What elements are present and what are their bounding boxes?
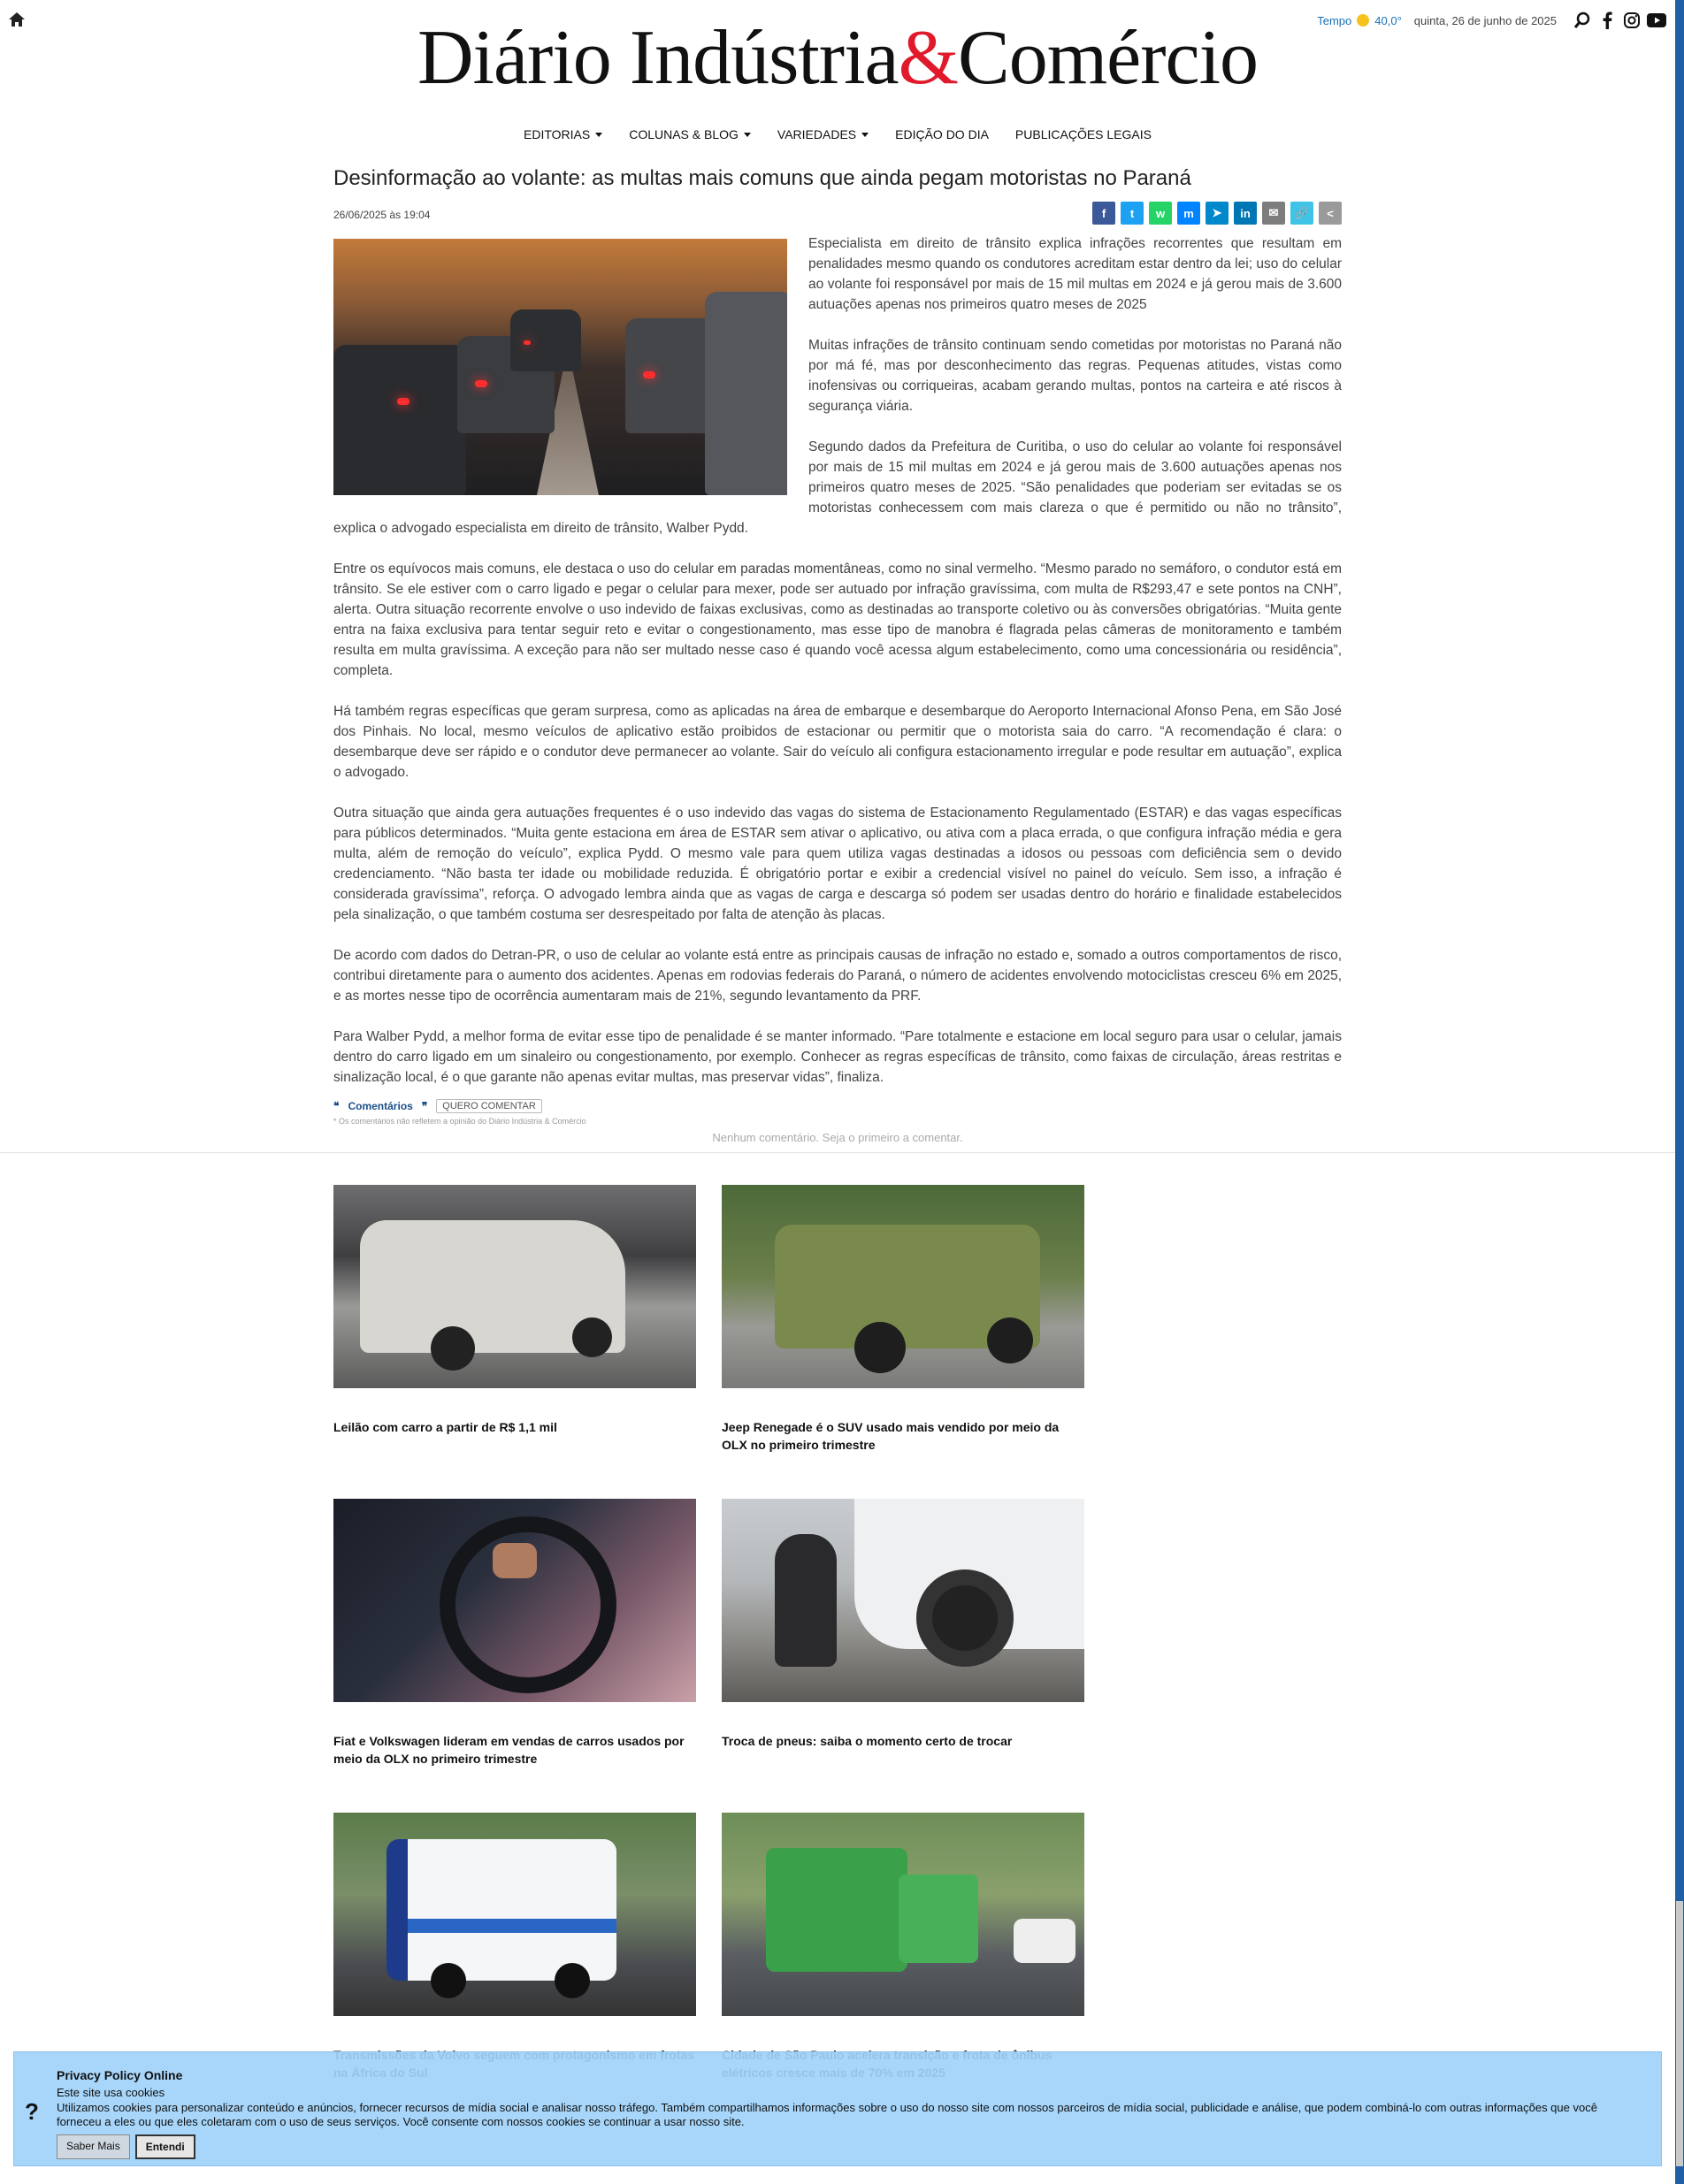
thumb-hand [493,1543,537,1578]
copy-link-share-icon[interactable]: 🔗 [1290,202,1313,225]
comments-disclaimer: * Os comentários não refletem a opinião do Diário Indústria & Comércio [333,1117,586,1126]
masthead-ampersand: & [898,15,959,101]
nav-label: EDIÇÃO DO DIA [895,127,989,141]
related-thumbnail[interactable] [333,1813,696,2016]
question-icon: ? [25,2098,39,2125]
related-thumbnail[interactable] [722,1185,1084,1388]
quote-close-icon: ❞ [421,1100,428,1112]
comments-header [333,1099,1342,1113]
masthead-text-2: Comércio [958,15,1259,101]
nav-edicao-do-dia[interactable] [895,127,989,141]
thumb-bus-body [387,1839,616,1981]
current-date: quinta, 26 de junho de 2025 [1413,13,1557,27]
nav-publicacoes-legais[interactable] [1015,127,1152,141]
share-share-icon[interactable]: < [1319,202,1342,225]
linkedin-share-icon[interactable]: in [1234,202,1257,225]
cookie-title: Privacy Policy Online [57,2068,183,2082]
nav-editorias[interactable] [524,127,602,141]
image-taillight [397,398,410,405]
scrollbar-thumb[interactable] [1676,1901,1683,2166]
accept-cookies-button[interactable]: Entendi [135,2134,195,2159]
nav-label: VARIEDADES [777,127,857,141]
thumb-bus-body [899,1875,978,1963]
thumb-person [775,1534,837,1667]
comments-label: Comentários [348,1100,413,1112]
article-paragraph: Muitas infrações de trânsito continuam sendo cometidas por motoristas no Paraná não por má fé, mas por desconhecimento das regras. Pequenas atitudes, vistas como inofensivas ou corriqueiras, acabam gerando multas, pontos na carteira e até riscos à segurança viária. [808,338,1342,414]
nav-label: EDITORIAS [524,127,591,141]
related-title[interactable]: Jeep Renegade é o SUV usado mais vendido por meio da OLX no primeiro trimestre [722,1420,1060,1452]
related-thumbnail[interactable] [333,1499,696,1702]
cookie-content [57,2068,1640,2159]
related-card[interactable] [333,1499,696,1768]
page-scrollbar[interactable] [1675,0,1684,2184]
youtube-icon[interactable] [1647,11,1666,30]
image-taillight [475,380,487,387]
cookie-body: Utilizamos cookies para personalizar conteúdo e anúncios, fornecer recursos de mídia social e analisar nosso tráfego. Também compartilhamos informações sobre o uso do nosso site com nossos parceiros de mídia social, publicidade e análise, que podem combiná-lo com outras informações que você forneceu a eles ou que eles coletaram com o uso de seus serviços. Você consente com nossos cookies se continuar a usar nosso site. [57,2101,1597,2128]
search-icon[interactable] [1573,11,1592,30]
no-comments-message: Nenhum comentário. Seja o primeiro a comentar. [712,1131,963,1144]
publish-date: 26/06/2025 às 19:04 [333,209,431,221]
header-utilities [1317,11,1666,30]
related-title[interactable]: Fiat e Volkswagen lideram em vendas de carros usados por meio da OLX no primeiro trimestre [333,1734,685,1766]
article-paragraph: Entre os equívocos mais comuns, ele destaca o uso do celular em paradas momentâneas, como no sinal vermelho. “Mesmo parado no semáforo, o condutor está em trânsito. Se ele estiver com o carro ligado e pegar o celular para mexer, pode ser autuado por infração gravíssima, com multa de R$293,47 e sete pontos na CNH”, alerta. Outra situação recorrente envolve o uso indevido de faixas exclusivas, como as destinadas ao transporte coletivo ou às conversões obrigatórias. “Muita gente entra na faixa exclusiva para tentar seguir reto e evitar o congestionamento, mas esse tipo de manobra é flagrada pelas câmeras de monitoramento e também resulta em multa gravíssima. A exceção para não ser multado nesse caso é quando você acessa algum estabelecimento, como uma concessionária ou residência”, completa. [333,561,1342,678]
share-bar [1092,202,1342,225]
thumb-car-body [1014,1919,1075,1963]
nav-label: PUBLICAÇÕES LEGAIS [1014,127,1152,141]
quote-open-icon: ❝ [333,1100,340,1112]
learn-more-button[interactable]: Saber Mais [57,2134,130,2159]
thumb-bus-stripe [408,1919,616,1933]
masthead-text-1: Diário Indústria [417,15,899,101]
thumb-wheel [916,1569,1014,1667]
related-card[interactable] [722,1813,1084,2081]
messenger-share-icon[interactable]: m [1177,202,1200,225]
caret-down-icon [595,133,602,137]
nav-colunas-blog[interactable] [629,127,751,141]
instagram-icon[interactable] [1622,11,1642,30]
related-thumbnail[interactable] [333,1185,696,1388]
related-card[interactable] [333,1813,696,2081]
weather-temperature: 40,0° [1374,13,1402,27]
telegram-share-icon[interactable]: ➤ [1206,202,1229,225]
section-divider [0,1152,1675,1153]
thumb-wheel [987,1317,1033,1363]
weather-label[interactable]: Tempo [1317,13,1352,27]
related-title[interactable]: Troca de pneus: saiba o momento certo de trocar [722,1734,1013,1748]
related-title[interactable]: Leilão com carro a partir de R$ 1,1 mil [333,1420,557,1434]
related-card[interactable] [722,1185,1084,1454]
article-meta [333,202,1342,226]
article-paragraph: De acordo com dados do Detran-PR, o uso de celular ao volante está entre as principais causas de infração no estado e, somado a outros comportamentos de risco, contribui diretamente para o aumento dos acidentes. Apenas em rodovias federais do Paraná, o número de acidentes envolvendo motociclistas cresceu 6% em 2025, e as mortes nesse tipo de ocorrência aumentaram mais de 21%, segundo levantamento da PRF. [333,948,1342,1004]
article-headline: Desinformação ao volante: as multas mais comuns que ainda pegam motoristas no Paraná [333,166,1191,190]
facebook-icon[interactable] [1597,11,1617,30]
related-card[interactable] [722,1499,1084,1750]
cookie-buttons [57,2134,1640,2159]
related-thumbnail[interactable] [722,1499,1084,1702]
image-car [333,345,466,495]
twitter-share-icon[interactable]: t [1121,202,1144,225]
main-navigation [0,127,1675,141]
image-taillight [524,340,531,345]
thumb-wheel [555,1963,590,1998]
article-paragraph: Especialista em direito de trânsito explica infrações recorrentes que resultam em penalidades mesmo quando os condutores acreditam estar dentro da lei; uso do celular ao volante foi responsável por mais de 15 mil multas em 2024 e já gerou mais de 3.600 autuações apenas nos primeiros quatro meses de 2025 [808,236,1342,312]
article-hero-image [333,239,787,495]
thumb-wheel [431,1963,466,1998]
related-thumbnail[interactable] [722,1813,1084,2016]
image-taillight [643,371,655,378]
add-comment-button[interactable]: QUERO COMENTAR [436,1099,542,1113]
image-car [705,292,787,495]
nav-variedades[interactable] [777,127,869,141]
article-paragraph: Para Walber Pydd, a melhor forma de evitar esse tipo de penalidade é se manter informado. “Pare totalmente e estacione em local seguro para usar o celular, jamais dentro do carro ligado em um sinaleiro ou congestionamento, por exemplo. Conhecer as regras específicas de trânsito, como faixas de circulação, áreas restritas e sinalização local, é o que garante não apenas evitar multas, mas preservar vidas”, finaliza. [333,1029,1342,1085]
thumb-wheel [431,1326,475,1371]
article-body [333,233,1342,1088]
thumb-wheel [572,1317,612,1357]
article-paragraph: Outra situação que ainda gera autuações frequentes é o uso indevido das vagas do sistema de Estacionamento Regulamentado (ESTAR) e das vagas específicas para públicos determinados. “Muita gente estaciona em área de ESTAR sem ativar o aplicativo, ou ativa com a placa errada, o que configura infração média e gera multa, além de remoção do veículo”, explica Pydd. O mesmo vale para quem utiliza vagas destinadas a idosos ou pessoas com deficiência sem o devido credenciamento. “Não basta ter idade ou mobilidade reduzida. É obrigatório portar e exibir a credencial visível no painel do veículo. Sem isso, a infração é considerada gravíssima”, reforça. O advogado lembra ainda que as vagas de carga e descarga só podem ser usadas dentro do horário e finalidade estabelecidos pela sinalização, o que também costuma ser desrespeitado por falta de atenção às placas. [333,806,1342,922]
whatsapp-share-icon[interactable]: w [1149,202,1172,225]
article-paragraph: Segundo dados da Prefeitura de Curitiba, o uso do celular ao volante foi responsável por mais de 15 mil multas em 2024 e já gerou mais de 3.600 autuações apenas nos primeiros quatro meses de 2025. “São penalidades que poderiam ser evitadas se os motoristas conhecessem com mais clareza o que é permitido ou não no trânsito”, explica o advogado especialista em direito de trânsito, Walber Pydd. [333,439,1342,536]
thumb-bus-body [766,1848,907,1972]
image-car [510,309,581,371]
article-paragraph: Há também regras específicas que geram surpresa, como as aplicadas na área de embarque e desembarque do Aeroporto Internacional Afonso Pena, em São José dos Pinhais. No local, mesmo veículos de aplicativo estão proibidos de estacionar ou permitir que o motorista saia do carro. “A recomendação é clara: o desembarque deve ser rápido e o condutor deve permanecer ao volante. Sair do veículo ali configura estacionamento irregular e pode resultar em autuação”, explica o advogado. [333,704,1342,780]
article [333,164,1342,1144]
related-card[interactable] [333,1185,696,1436]
email-share-icon[interactable]: ✉ [1262,202,1285,225]
cookie-banner [13,2051,1662,2166]
facebook-share-icon[interactable]: f [1092,202,1115,225]
sun-icon [1357,14,1369,27]
caret-down-icon [744,133,751,137]
nav-label: COLUNAS & BLOG [629,127,739,141]
cookie-subtitle: Este site usa cookies [57,2086,165,2099]
thumb-wheel [854,1322,906,1373]
caret-down-icon [861,133,869,137]
